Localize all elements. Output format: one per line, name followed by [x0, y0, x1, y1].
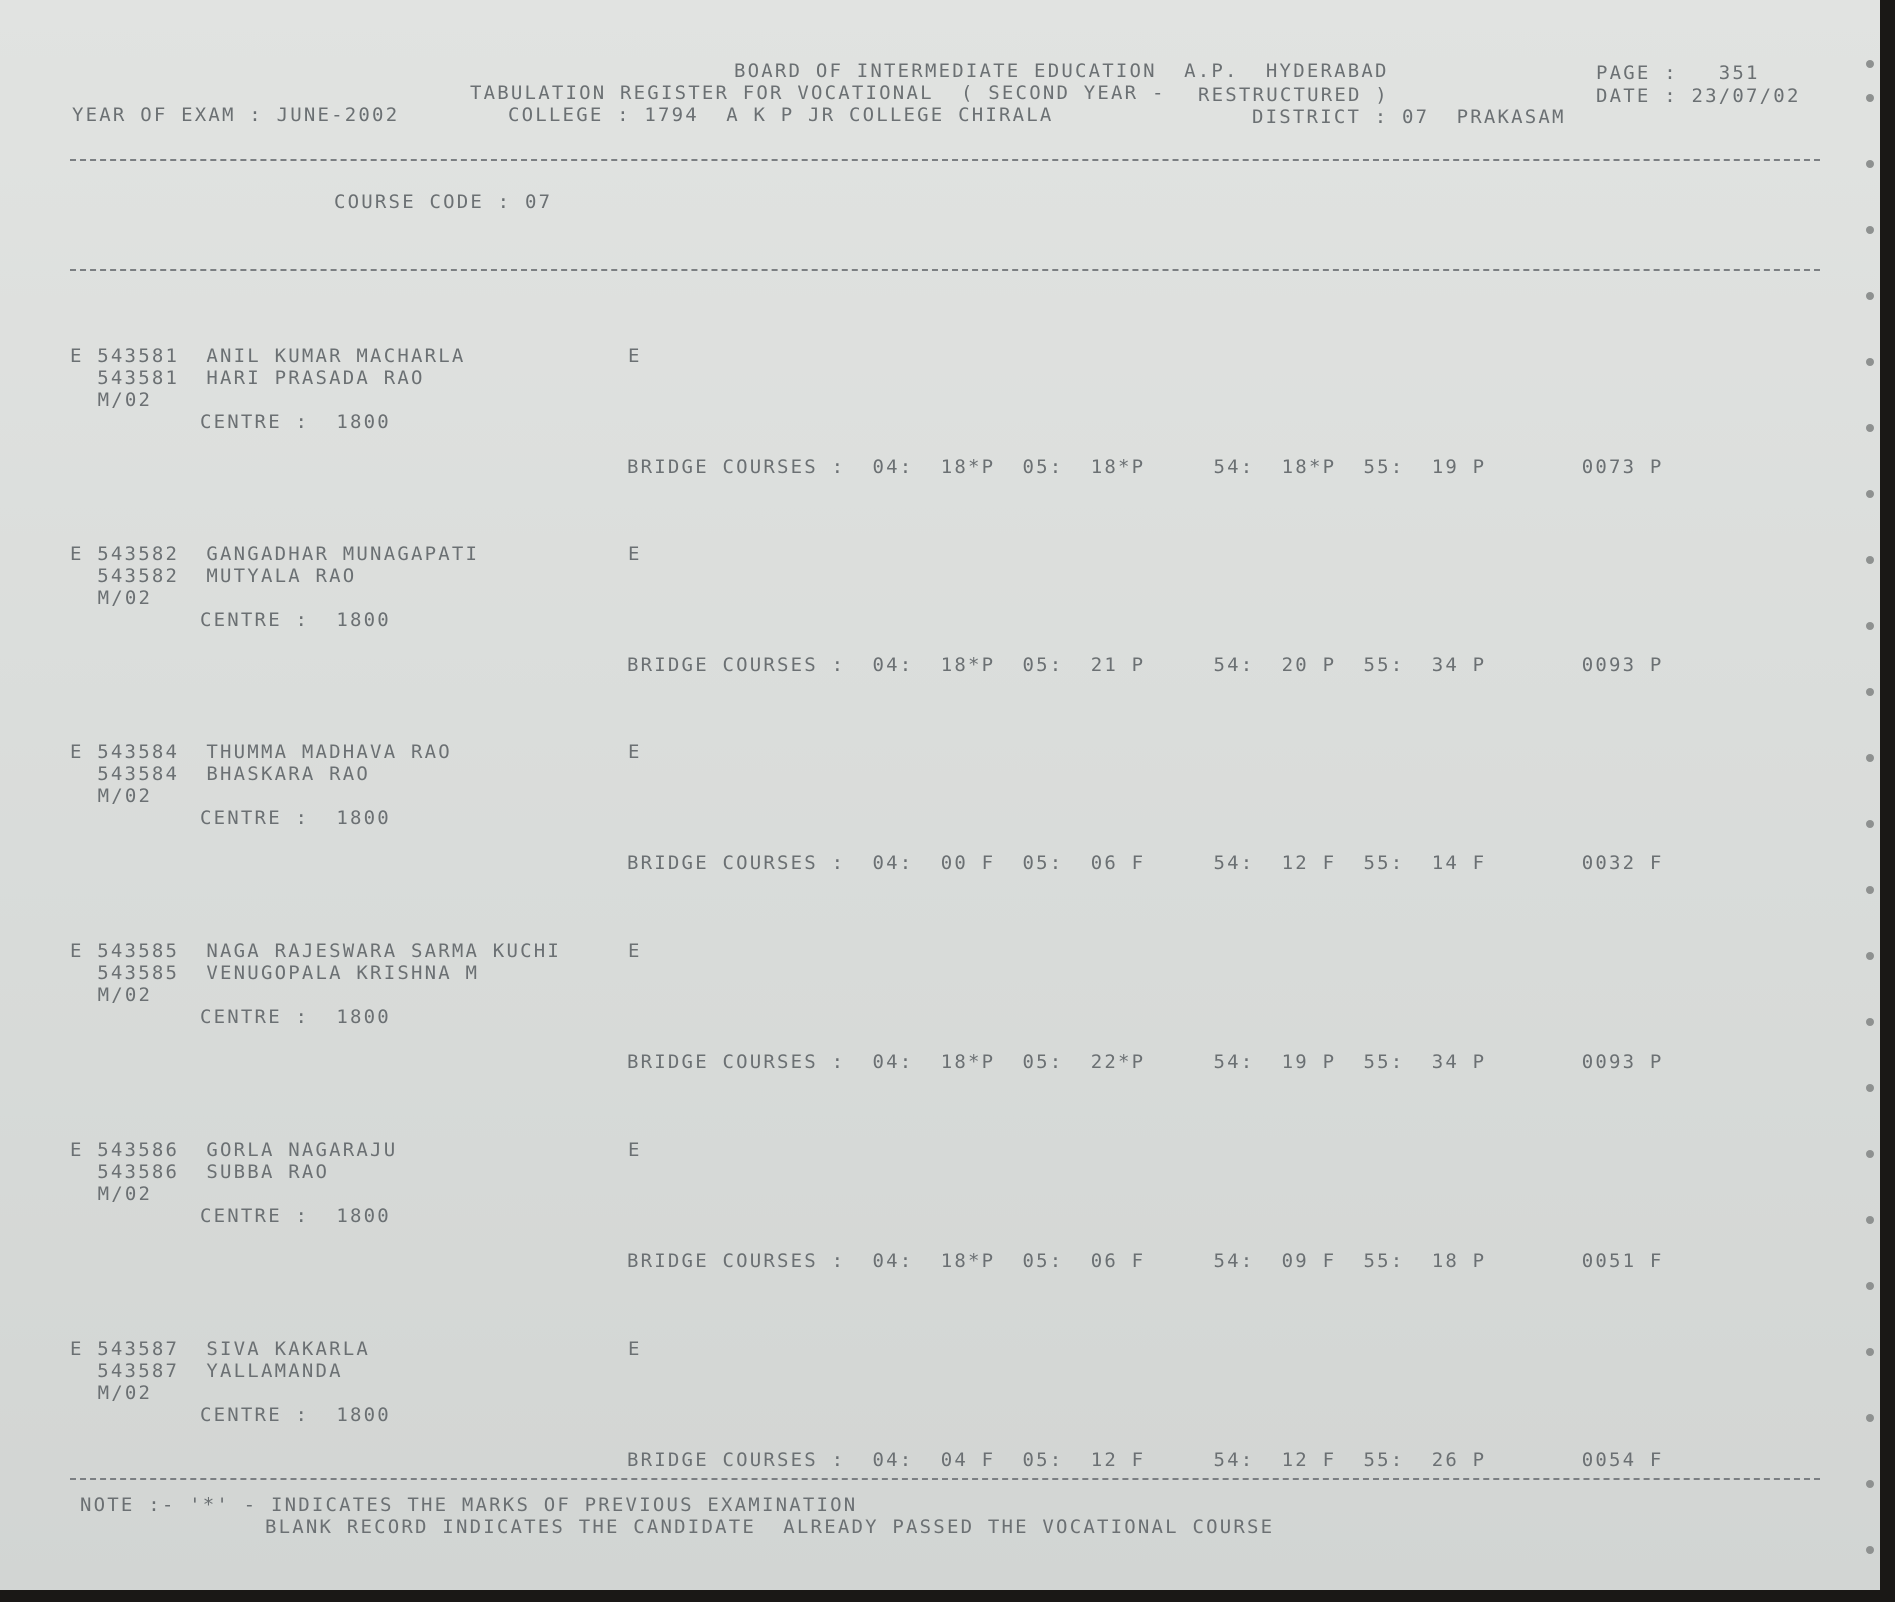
record-candidate-line: E 543582 GANGADHAR MUNAGAPATI: [70, 543, 480, 565]
print-date: DATE : 23/07/02: [1596, 85, 1801, 107]
record-status: E: [628, 345, 642, 367]
record-centre: CENTRE : 1800: [200, 1006, 391, 1028]
record-parent-line: 543584 BHASKARA RAO: [70, 763, 371, 785]
record-parent-line: 543582 MUTYALA RAO: [70, 565, 357, 587]
record-status: E: [628, 1139, 642, 1161]
perforation-hole: [1866, 1282, 1874, 1290]
course-code: COURSE CODE : 07: [334, 191, 553, 213]
record-candidate-line: E 543587 SIVA KAKARLA: [70, 1338, 371, 1360]
footer-divider: [70, 1478, 1820, 1480]
perforation-hole: [1866, 820, 1874, 828]
perforation-hole: [1866, 952, 1874, 960]
record-centre: CENTRE : 1800: [200, 411, 391, 433]
perforation-hole: [1866, 688, 1874, 696]
record-bridge-courses: BRIDGE COURSES : 04: 18*P 05: 21 P 54: 20 P 55: 34 P 0093 P: [627, 654, 1664, 676]
perforation-hole: [1866, 1216, 1874, 1224]
perforation-hole: [1866, 622, 1874, 630]
perforation-hole: [1866, 160, 1874, 168]
record-bridge-courses: BRIDGE COURSES : 04: 18*P 05: 22*P 54: 19 P 55: 34 P 0093 P: [627, 1051, 1664, 1073]
record-bridge-courses: BRIDGE COURSES : 04: 18*P 05: 06 F 54: 09 F 55: 18 P 0051 F: [627, 1250, 1664, 1272]
record-centre: CENTRE : 1800: [200, 609, 391, 631]
register-title: TABULATION REGISTER FOR VOCATIONAL ( SECOND YEAR -: [470, 82, 1166, 104]
record-candidate-line: E 543585 NAGA RAJESWARA SARMA KUCHI: [70, 940, 562, 962]
record-category: M/02: [84, 587, 153, 609]
note-line: NOTE :- '*' - INDICATES THE MARKS OF PREVIOUS EXAMINATION: [80, 1494, 858, 1516]
record-status: E: [628, 543, 642, 565]
record-category: M/02: [84, 1183, 153, 1205]
perforation-hole: [1866, 60, 1874, 68]
perforation-hole: [1866, 1018, 1874, 1026]
record-bridge-courses: BRIDGE COURSES : 04: 04 F 05: 12 F 54: 12 F 55: 26 P 0054 F: [627, 1449, 1664, 1471]
perforation-hole: [1866, 1480, 1874, 1488]
record-category: M/02: [84, 389, 153, 411]
record-candidate-line: E 543581 ANIL KUMAR MACHARLA: [70, 345, 466, 367]
record-status: E: [628, 741, 642, 763]
district-info: DISTRICT : 07 PRAKASAM: [1252, 106, 1566, 128]
perforation-hole: [1866, 754, 1874, 762]
board-title: BOARD OF INTERMEDIATE EDUCATION A.P. HYDERABAD: [734, 60, 1389, 82]
record-parent-line: 543586 SUBBA RAO: [70, 1161, 330, 1183]
note-line-2: BLANK RECORD INDICATES THE CANDIDATE ALREADY PASSED THE VOCATIONAL COURSE: [265, 1516, 1275, 1538]
record-status: E: [628, 1338, 642, 1360]
restructured-label: RESTRUCTURED ): [1198, 84, 1389, 106]
record-centre: CENTRE : 1800: [200, 807, 391, 829]
perforation-hole: [1866, 292, 1874, 300]
perforation-hole: [1866, 556, 1874, 564]
perforation-hole: [1866, 886, 1874, 894]
perforation-hole: [1866, 1414, 1874, 1422]
perforation-hole: [1866, 94, 1874, 102]
perforation-hole: [1866, 1348, 1874, 1356]
record-centre: CENTRE : 1800: [200, 1205, 391, 1227]
record-bridge-courses: BRIDGE COURSES : 04: 00 F 05: 06 F 54: 12 F 55: 14 F 0032 F: [627, 852, 1664, 874]
record-bridge-courses: BRIDGE COURSES : 04: 18*P 05: 18*P 54: 18*P 55: 19 P 0073 P: [627, 456, 1664, 478]
record-category: M/02: [84, 1382, 153, 1404]
section-divider: [70, 269, 1820, 271]
college-info: COLLEGE : 1794 A K P JR COLLEGE CHIRALA: [508, 104, 1054, 126]
record-category: M/02: [84, 785, 153, 807]
record-candidate-line: E 543586 GORLA NAGARAJU: [70, 1139, 398, 1161]
perforation-hole: [1866, 1084, 1874, 1092]
header-divider: [70, 159, 1820, 161]
record-category: M/02: [84, 984, 153, 1006]
perforation-hole: [1866, 424, 1874, 432]
perforation-hole: [1866, 358, 1874, 366]
record-status: E: [628, 940, 642, 962]
record-parent-line: 543587 YALLAMANDA: [70, 1360, 343, 1382]
perforation-hole: [1866, 1150, 1874, 1158]
record-centre: CENTRE : 1800: [200, 1404, 391, 1426]
page-number: PAGE : 351: [1596, 62, 1760, 84]
record-parent-line: 543581 HARI PRASADA RAO: [70, 367, 425, 389]
record-parent-line: 543585 VENUGOPALA KRISHNA M: [70, 962, 480, 984]
record-candidate-line: E 543584 THUMMA MADHAVA RAO: [70, 741, 452, 763]
year-of-exam: YEAR OF EXAM : JUNE-2002: [72, 104, 400, 126]
perforation-hole: [1866, 490, 1874, 498]
perforation-hole: [1866, 1546, 1874, 1554]
perforation-hole: [1866, 226, 1874, 234]
